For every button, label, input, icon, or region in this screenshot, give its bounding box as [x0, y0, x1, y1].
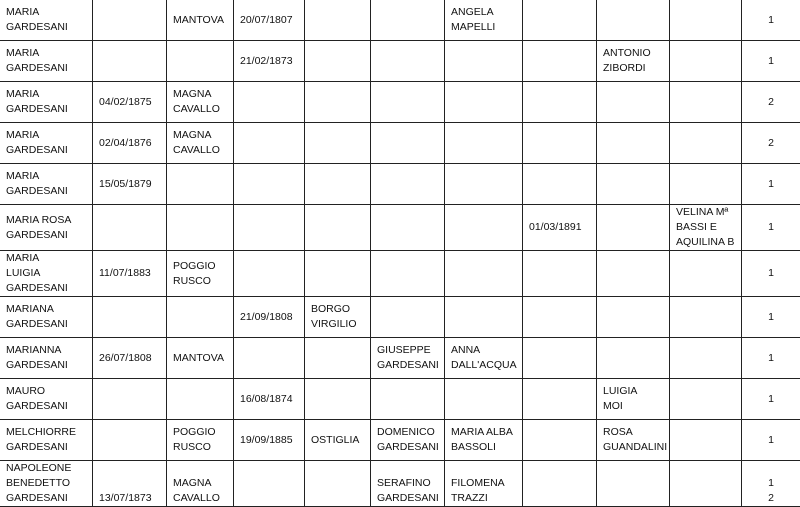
table-cell: VELINA Mª BASSI E AQUILINA B [670, 205, 742, 251]
table-cell: FILOMENA TRAZZI [445, 461, 523, 507]
table-cell: ANGELA MAPELLI [445, 0, 523, 41]
table-cell [93, 420, 167, 461]
table-cell: 21/02/1873 [234, 41, 305, 82]
table-cell [234, 461, 305, 507]
count-cell: 2 [742, 82, 800, 123]
table-cell [371, 41, 445, 82]
table-cell [523, 338, 597, 379]
table-cell: 21/09/1808 [234, 297, 305, 338]
table-cell [597, 82, 670, 123]
table-cell [670, 0, 742, 41]
count-cell: 2 [742, 123, 800, 164]
name-cell: MARIA GARDESANI [0, 0, 93, 41]
count-cell: 1 [742, 0, 800, 41]
table-cell [234, 123, 305, 164]
table-cell [597, 461, 670, 507]
table-cell: MAGNA CAVALLO [167, 82, 234, 123]
table-cell: ROSA GUANDALINI [597, 420, 670, 461]
table-cell [167, 205, 234, 251]
table-cell [371, 123, 445, 164]
table-cell [670, 297, 742, 338]
table-cell [597, 123, 670, 164]
table-cell [305, 379, 371, 420]
table-cell [445, 123, 523, 164]
table-cell [371, 82, 445, 123]
table-row [0, 338, 800, 379]
name-cell: MARIA ROSA GARDESANI [0, 205, 93, 251]
table-cell [597, 164, 670, 205]
table-cell [670, 251, 742, 297]
table-cell [523, 82, 597, 123]
table-cell [305, 41, 371, 82]
table-cell [670, 420, 742, 461]
table-cell [445, 297, 523, 338]
name-cell: NAPOLEONE BENEDETTO GARDESANI [0, 461, 93, 507]
table-cell [234, 251, 305, 297]
table-cell [670, 379, 742, 420]
table-cell [305, 251, 371, 297]
table-cell [523, 420, 597, 461]
table-cell [234, 338, 305, 379]
table-cell [305, 338, 371, 379]
table-cell: ANTONIO ZIBORDI [597, 41, 670, 82]
table-cell [371, 297, 445, 338]
table-cell [445, 82, 523, 123]
name-cell: MAURO GARDESANI [0, 379, 93, 420]
table-cell [523, 297, 597, 338]
table-cell [93, 379, 167, 420]
table-cell [167, 41, 234, 82]
table-cell: 20/07/1807 [234, 0, 305, 41]
name-cell: MARIANNA GARDESANI [0, 338, 93, 379]
name-cell: MARIA GARDESANI [0, 82, 93, 123]
count-cell: 1 [742, 41, 800, 82]
table-cell: LUIGIA MOI [597, 379, 670, 420]
count-cell: 1 [742, 164, 800, 205]
table-cell [597, 251, 670, 297]
table-row [0, 82, 800, 123]
name-cell: MARIA LUIGIA GARDESANI [0, 251, 93, 297]
table-cell [93, 297, 167, 338]
table-cell [597, 338, 670, 379]
count-cell: 1 [742, 251, 800, 297]
table-cell: 01/03/1891 [523, 205, 597, 251]
table-cell: MAGNA CAVALLO [167, 123, 234, 164]
table-row [0, 251, 800, 297]
table-row [0, 205, 800, 251]
table-cell [670, 461, 742, 507]
table-row [0, 379, 800, 420]
table-cell [305, 164, 371, 205]
name-cell: MARIA GARDESANI [0, 164, 93, 205]
table-cell [371, 205, 445, 251]
table-cell [93, 205, 167, 251]
name-cell: MARIANA GARDESANI [0, 297, 93, 338]
table-cell: SERAFINO GARDESANI [371, 461, 445, 507]
table-cell [597, 297, 670, 338]
table-cell: ANNA DALL'ACQUA [445, 338, 523, 379]
table-cell [305, 0, 371, 41]
table-cell [234, 82, 305, 123]
table-cell [523, 251, 597, 297]
table-cell [523, 123, 597, 164]
table-cell: POGGIO RUSCO [167, 251, 234, 297]
table-cell [371, 251, 445, 297]
table-cell [445, 41, 523, 82]
table-cell [167, 297, 234, 338]
table-cell: GIUSEPPE GARDESANI [371, 338, 445, 379]
count-cell: 1 [742, 379, 800, 420]
table-cell: MANTOVA [167, 0, 234, 41]
count-cell: 1 [742, 297, 800, 338]
table-cell [597, 0, 670, 41]
table-cell: OSTIGLIA [305, 420, 371, 461]
table-cell: DOMENICO GARDESANI [371, 420, 445, 461]
table-row [0, 41, 800, 82]
table-cell [523, 0, 597, 41]
table-cell [670, 164, 742, 205]
table-cell [445, 251, 523, 297]
table-cell: MANTOVA [167, 338, 234, 379]
table-cell [234, 164, 305, 205]
table-cell [445, 205, 523, 251]
name-cell: MARIA GARDESANI [0, 41, 93, 82]
count-cell: 1 [742, 205, 800, 251]
table-cell [670, 41, 742, 82]
name-cell: MARIA GARDESANI [0, 123, 93, 164]
table-cell [597, 205, 670, 251]
table-cell [234, 205, 305, 251]
table-row [0, 123, 800, 164]
table-cell [371, 164, 445, 205]
table-cell [305, 461, 371, 507]
table-cell [93, 0, 167, 41]
table-cell [305, 205, 371, 251]
table-row [0, 297, 800, 338]
table-cell: 16/08/1874 [234, 379, 305, 420]
count-cell: 1 [742, 338, 800, 379]
table-cell [93, 41, 167, 82]
table-cell [167, 379, 234, 420]
table-cell: POGGIO RUSCO [167, 420, 234, 461]
table-cell [167, 164, 234, 205]
table-cell [670, 338, 742, 379]
table-cell: 26/07/1808 [93, 338, 167, 379]
table-cell [305, 82, 371, 123]
table-cell [523, 461, 597, 507]
table-row [0, 461, 800, 507]
table-row [0, 0, 800, 41]
table-cell: 11/07/1883 [93, 251, 167, 297]
table-cell: 04/02/1875 [93, 82, 167, 123]
table-row [0, 420, 800, 461]
table-cell [670, 123, 742, 164]
table-cell: MAGNA CAVALLO [167, 461, 234, 507]
table-row [0, 164, 800, 205]
table-cell [523, 379, 597, 420]
table-cell [523, 41, 597, 82]
table-cell [371, 0, 445, 41]
table-cell [445, 164, 523, 205]
table-cell: BORGO VIRGILIO [305, 297, 371, 338]
table-cell [523, 164, 597, 205]
table-cell: MARIA ALBA BASSOLI [445, 420, 523, 461]
table-cell: 02/04/1876 [93, 123, 167, 164]
table-cell: 13/07/1873 [93, 461, 167, 507]
table-cell [305, 123, 371, 164]
table-cell [445, 379, 523, 420]
count-cell: 1 [742, 420, 800, 461]
name-cell: MELCHIORRE GARDESANI [0, 420, 93, 461]
table-cell [670, 82, 742, 123]
count-cell: 1 2 [742, 461, 800, 507]
table-cell: 19/09/1885 [234, 420, 305, 461]
table-cell: 15/05/1879 [93, 164, 167, 205]
table-cell [371, 379, 445, 420]
